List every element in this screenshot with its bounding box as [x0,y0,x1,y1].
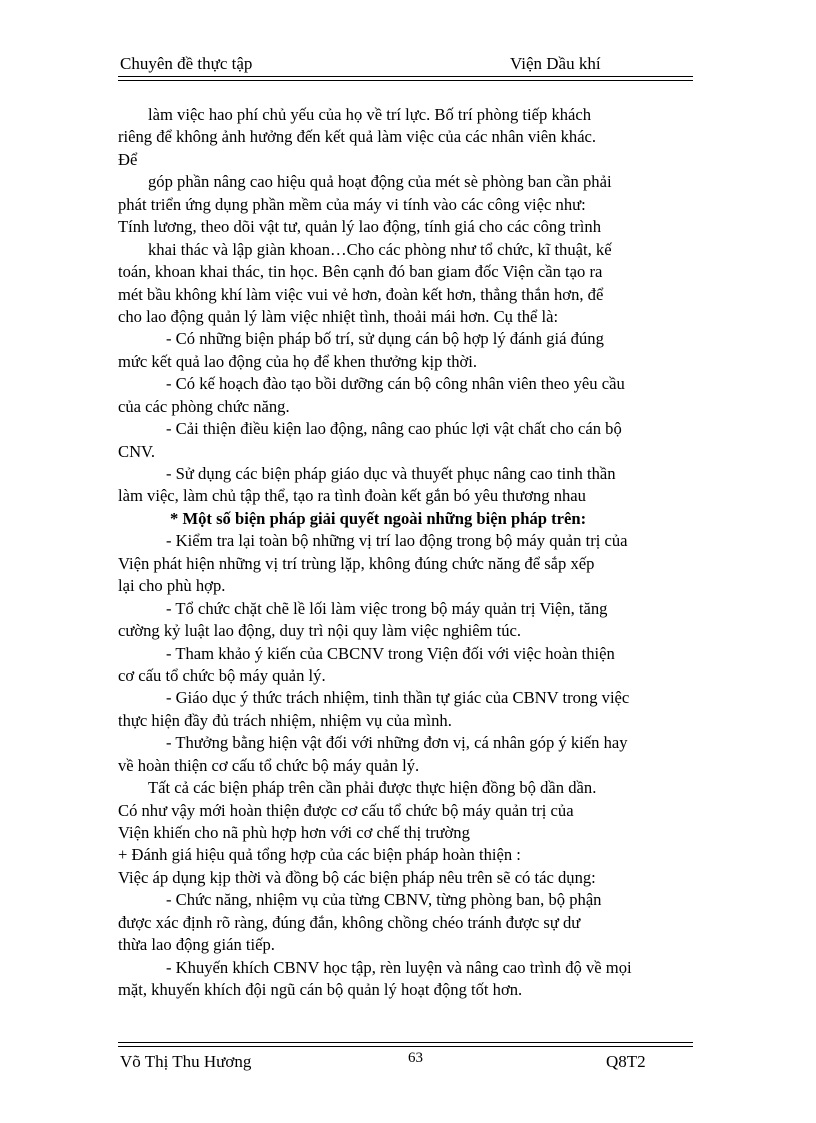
section-heading: * Một số biện pháp giải quyết ngoài những biện pháp trên: [170,508,587,528]
header-rule-thin [118,80,693,81]
page-body [118,104,698,1002]
text-line: lại cho phù hợp. [118,576,226,596]
footer-class-code: Q8T2 [606,1052,646,1071]
text-line: CNV. [118,441,156,461]
text-line: - Giáo dục ý thức trách nhiệm, tinh thần tự giác của CBNV trong việc [166,688,630,708]
text-line: Tính lương, theo dõi vật tư, quản lý lao động, tính giá cho các công trình [118,217,601,237]
text-line: - Khuyến khích CBNV học tập, rèn luyện và nâng cao trình độ về mọi [166,957,632,977]
text-line: - Sử dụng các biện pháp giáo dục và thuyết phục nâng cao tinh thần [166,464,616,483]
text-line: cho lao động quản lý làm việc nhiệt tình, thoải mái hơn. Cụ thể là: [118,306,559,326]
text-line: Viện phát hiện những vị trí trùng lặp, không đúng chức năng để sắp xếp [118,553,595,573]
page-number: 63 [408,1050,423,1066]
text-line: Viện khiến cho nã phù hợp hơn với cơ chế thị trường [118,823,470,842]
text-line: - Chức năng, nhiệm vụ của từng CBNV, từng phòng ban, bộ phận [166,890,602,910]
text-line: cơ cấu tổ chức bộ máy quản lý. [118,665,326,685]
text-line: - Cải thiện điều kiện lao động, nâng cao phúc lợi vật chất cho cán bộ [166,419,622,439]
text-line: - Có những biện pháp bố trí, sử dụng cán bộ hợp lý đánh giá đúng [166,329,604,349]
footer-rule-thin [118,1042,693,1043]
text-line: phát triển ứng dụng phần mềm của máy vi tính vào các công việc như: [118,194,586,214]
footer-rule [118,1046,693,1047]
header-rule [118,76,693,77]
page-footer [118,1050,693,1074]
text-line: của các phòng chức năng. [118,396,290,416]
text-line: - Kiểm tra lại toàn bộ những vị trí lao động trong bộ máy quản trị của [166,531,628,551]
footer-author: Võ Thị Thu Hương [120,1052,252,1071]
text-line: làm việc, làm chủ tập thể, tạo ra tình đoàn kết gắn bó yêu thương nhau [118,486,586,506]
text-line: Việc áp dụng kịp thời và đồng bộ các biện pháp nêu trên sẽ có tác dụng: [118,867,596,887]
header-institution: Viện Dầu khí [510,54,601,73]
text-line: thực hiện đầy đủ trách nhiệm, nhiệm vụ của mình. [118,710,452,730]
text-line: làm việc hao phí chủ yếu của họ về trí lực. Bố trí phòng tiếp khách [148,105,592,124]
text-line: khai thác và lập giàn khoan…Cho các phòng như tổ chức, kĩ thuật, kế [148,239,612,259]
text-line: Tất cả các biện pháp trên cần phải được thực hiện đồng bộ dần dần. [148,778,597,798]
text-line: - Có kế hoạch đào tạo bồi dưỡng cán bộ công nhân viên theo yêu cầu [166,374,625,394]
text-line: - Tham khảo ý kiến của CBCNV trong Viện đối với việc hoàn thiện [166,643,615,663]
text-line: mặt, khuyến khích đội ngũ cán bộ quản lý hoạt động tốt hơn. [118,980,523,1000]
text-line: góp phần nâng cao hiệu quả hoạt động của mét sè phòng ban cần phải [148,172,612,192]
header-title: Chuyên đề thực tập [120,54,253,73]
text-line: toán, khoan khai thác, tin học. Bên cạnh đó ban giam đốc Viện cần tạo ra [118,262,603,282]
text-line: mét bầu không khí làm việc vui vẻ hơn, đoàn kết hơn, thẳng thắn hơn, để [118,284,604,304]
text-line: - Tổ chức chặt chẽ lề lối làm việc trong bộ máy quản trị Viện, tăng [166,598,608,618]
text-line: riêng để không ảnh hưởng đến kết quả làm việc của các nhân viên khác. [118,127,597,147]
page-header [118,52,693,76]
text-line: cường kỷ luật lao động, duy trì nội quy làm việc nghiêm túc. [118,621,522,641]
text-line: - Thưởng bằng hiện vật đối với những đơn vị, cá nhân góp ý kiến hay [166,733,628,753]
text-line: được xác định rõ ràng, đúng đắn, không chồng chéo tránh được sự dư [118,912,581,932]
text-line: mức kết quả lao động của họ để khen thưởng kịp thời. [118,351,478,371]
text-line: Có như vậy mới hoàn thiện được cơ cấu tổ chức bộ máy quản trị của [118,800,574,820]
text-line: về hoàn thiện cơ cấu tổ chức bộ máy quản lý. [118,755,420,775]
text-line: thừa lao động gián tiếp. [118,935,275,955]
text-line: + Đánh giá hiệu quả tổng hợp của các biện pháp hoàn thiện : [118,845,521,865]
text-line: Để [118,149,138,169]
